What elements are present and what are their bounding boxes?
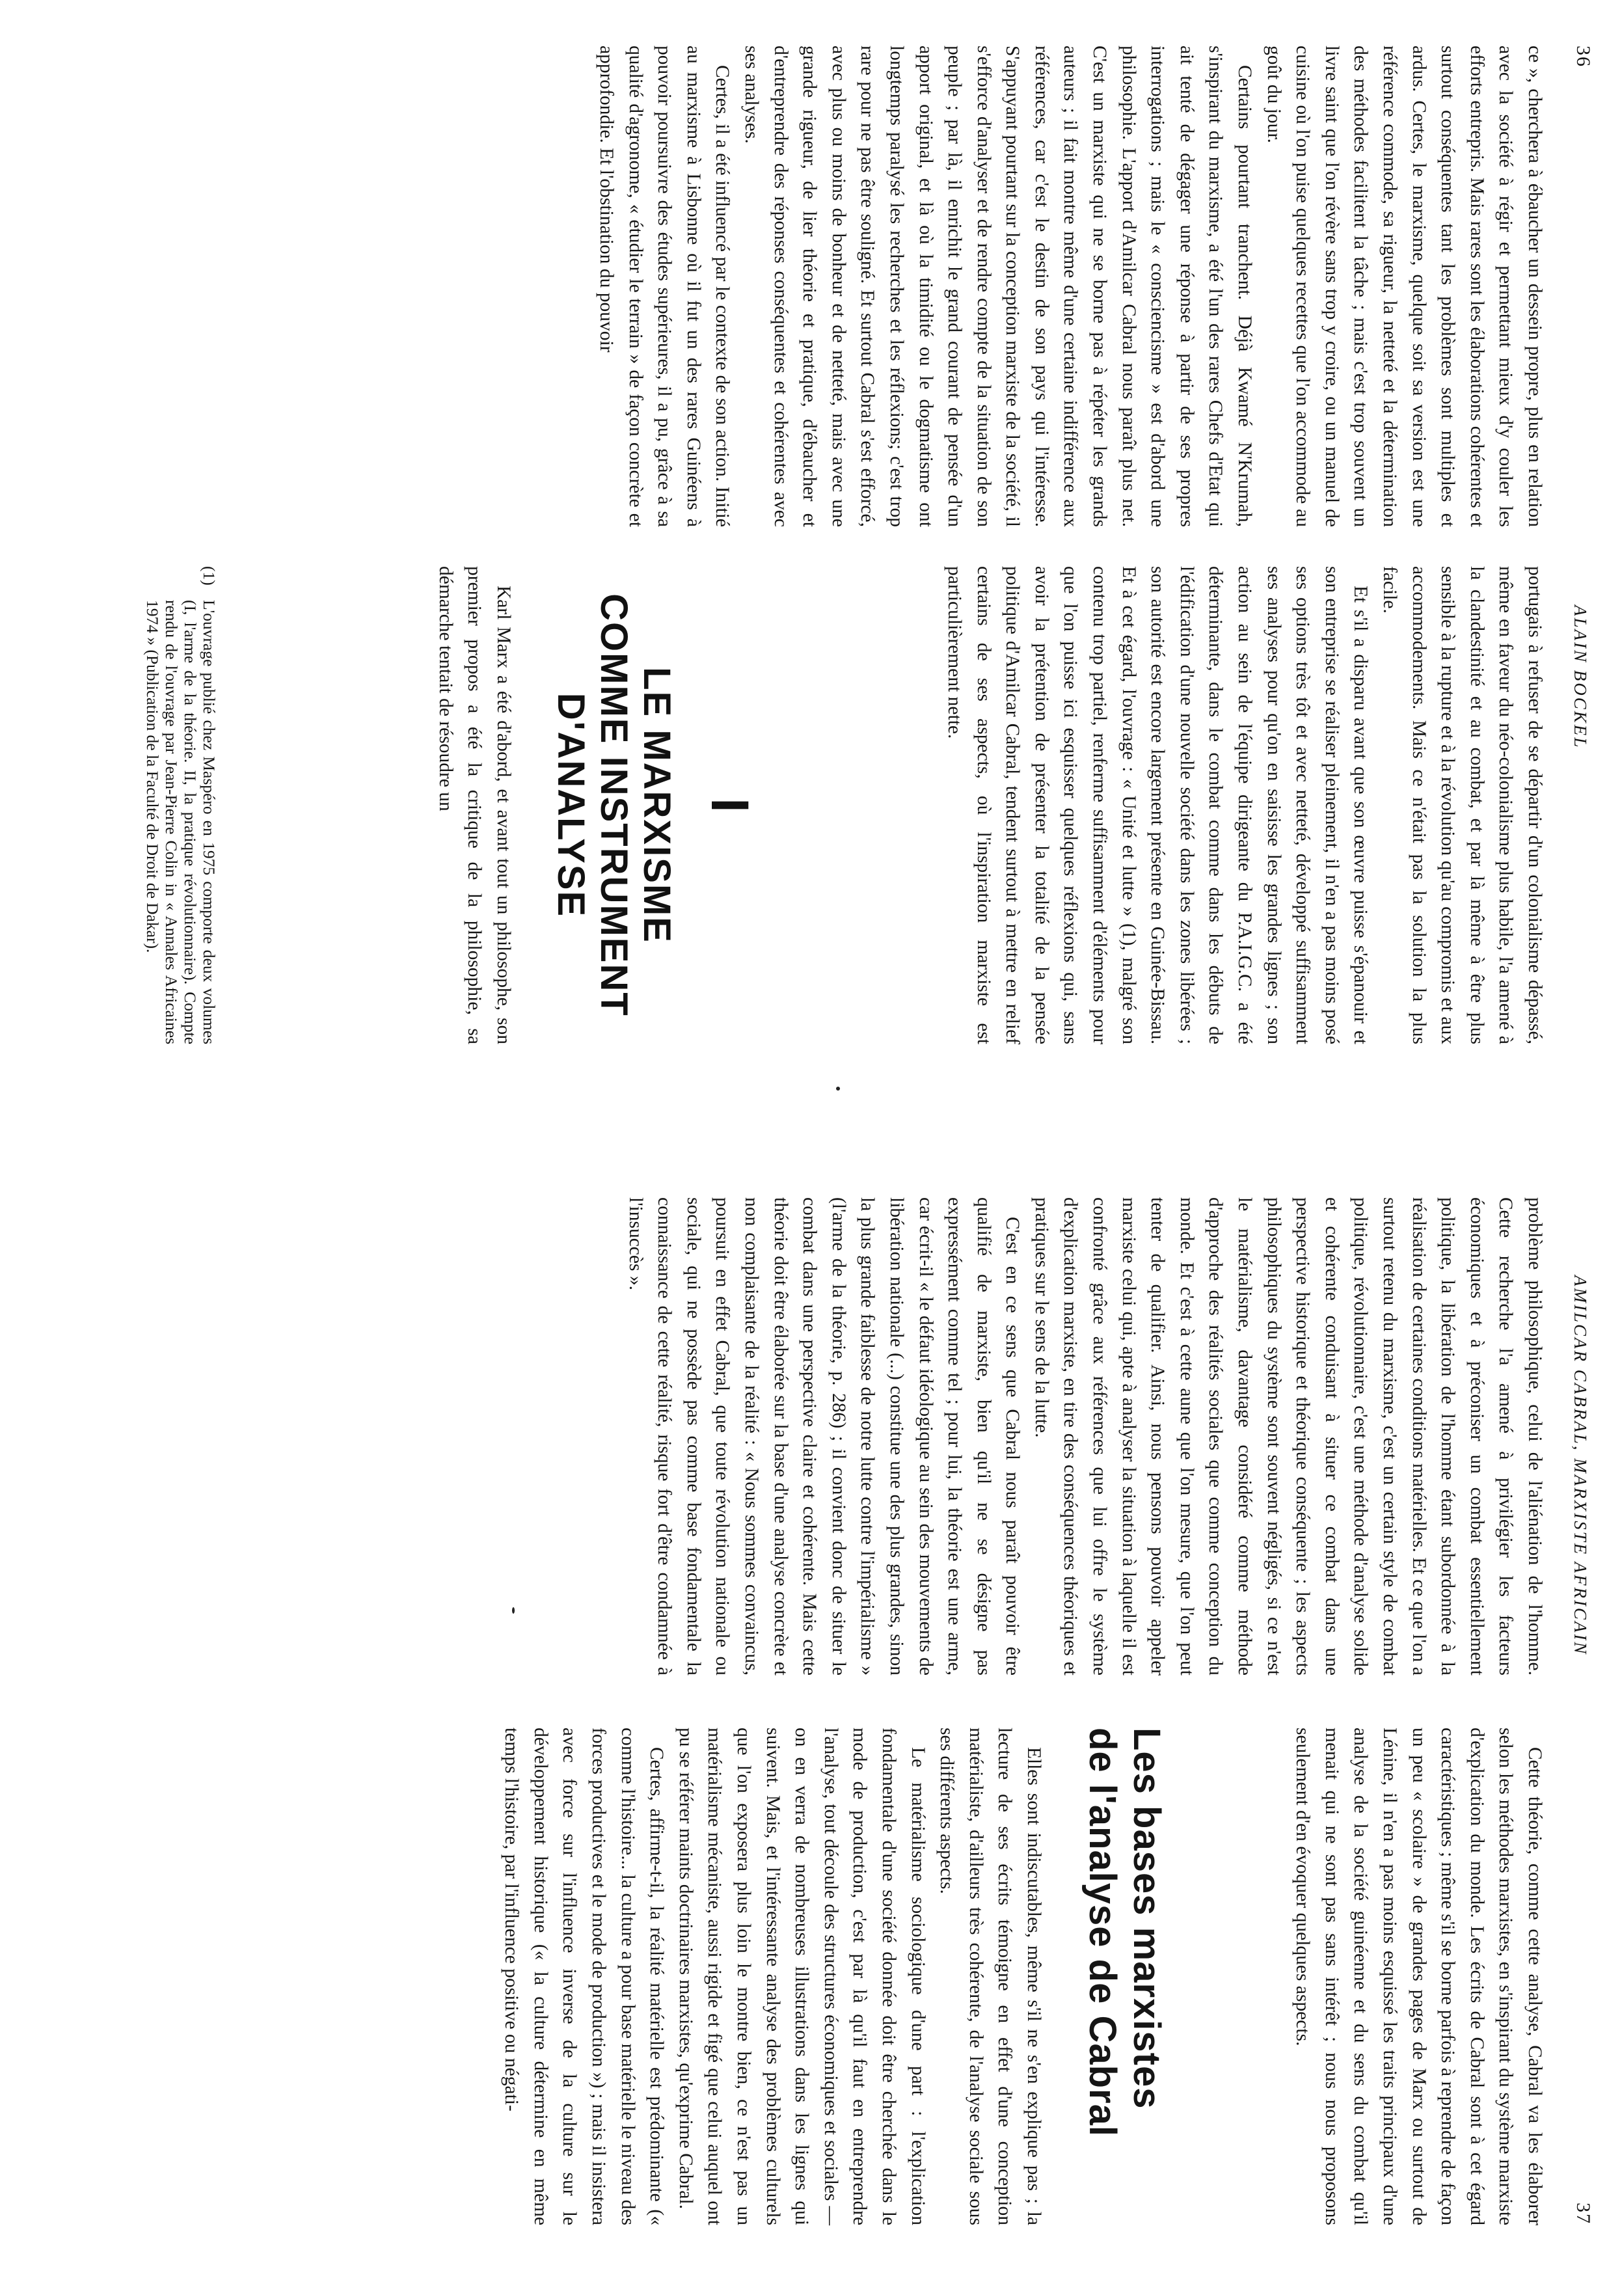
paragraph: Cette théorie, comme cette analyse, Cabral va les élaborer selon les méthodes marxistes, en s'inspirant du système marxiste d'explication du monde. Les écrits de Cabral sont à cet égard caractéristiques ; même s'il se borne parfois à reprendre de façon un peu « scolaire » de grandes pages de Marx ou surtout de Lénine, il n'en a pas moins esquissé les traits principaux d'une analyse de la société guinéenne et du sens du combat qu'il menait qui ne sont pas sans intérêt ; nous nous proposons seulement d'en évoquer quelques aspects. xyxy=(1292,1728,1545,2225)
section-title-line: Les bases marxistes xyxy=(1126,1728,1168,2110)
paragraph: Le matérialisme sociologique d'une part : l'explication fondamentale d'une société donnée doit être cherchée dans le mode de production, c'est par là qu'il faut en entreprendre l'analyse, tout découle des structures économiques et sociales — on en verra de nombreuses illustrations dans les lignes qui suivent. Mais, et l'intéressante analyse des problèmes culturels que l'on exposera plus loin le montre bien, ce n'est pas un matérialisme mécaniste, aussi rigide et figé que celui auquel ont pu se référer maints doctrinaires marxistes, qu'exprime Cabral. xyxy=(675,1728,928,2225)
running-head-left: ALAIN BOCKEL xyxy=(1571,605,1590,750)
paragraph: Et s'il a disparu avant que son œuvre puisse s'épanouir et son entreprise se réaliser pleinement, il n'en a pas moins posé ses options très tôt et avec netteté, développé suffisamment ses analyses pour qu'on en saisisse les grandes lignes ; son action au sein de l'équipe dirigeante du P.A.I.G.C. a été déterminante, dans le combat comme dans les débuts de l'édification d'une nouvelle société dans les zones libérées ; son autorité est encore largement présente en Guinée-Bissau. Et à cet égard, l'ouvrage : « Unité et lutte » (1), malgré son contenu trop partiel, renferme suffisamment d'éléments pour que l'on puisse ici esquisser quelques réflexions qui, sans avoir la prétention de présenter la totalité de la pensée politique d'Amilcar Cabral, tendent surtout à mettre en relief certains de ses aspects, où l'inspiration marxiste est particulièrement nette. xyxy=(944,566,1372,1044)
section-title xyxy=(1080,1728,1169,2225)
footnote xyxy=(143,566,219,1044)
footnote-number: (1) xyxy=(200,566,219,586)
chapter-title xyxy=(549,566,678,1044)
paragraph: portugais à refuser de se départir d'un colonialisme dépassé, même en faveur du néo-colonialisme plus habile, l'a amené à la clandestinité et au combat, et par là même à être plus sensible à la rupture et à la révolution qu'au compromis et aux accommodements. Mais ce n'était pas la solution la plus facile. xyxy=(1379,566,1545,1044)
page-number-left: 36 xyxy=(1573,46,1594,68)
paragraph: Certains pourtant tranchent. Déjà Kwamé N'Krumah, s'inspirant du marxisme, a été l'un des rares Chefs d'Etat qui ait tenté de dégager une réponse à partir de ses propres interrogations ; mais le « consciencisme » est d'abord une philosophie. L'apport d'Amilcar Cabral nous paraît plus net. C'est un marxiste qui ne se borne pas à répéter les grands auteurs ; il fait montre même d'une certaine indifférence aux références, car c'est le destin de son pays qui l'intéresse. S'appuyant pourtant sur la conception marxiste de la société, il s'efforce d'analyser et de rendre compte de la situation de son peuple ; par là, il enrichit le grand courant de pensée d'un apport original, et là où la timidité ou le dogmatisme ont longtemps paralysé les recherches et les réflexions; c'est trop rare pour ne pas être souligné. Et surtout Cabral s'est efforcé, avec plus ou moins de bonheur et de netteté, mais avec une grande rigueur, de lier théorie et pratique, d'ébaucher et d'entreprendre des réponses conséquentes et cohérentes avec ses analyses. xyxy=(740,46,1256,527)
chapter-title-line: D'ANALYSE xyxy=(550,692,592,918)
running-head-right: AMILCAR CABRAL, MARXISTE AFRICAIN xyxy=(1571,1275,1590,1656)
paragraph: Certes, affirme-t-il, la réalité matérielle est prédominante (« comme l'histoire... la culture a pour base matérielle le niveau des forces productives et le mode de production ») ; mais il insistera avec force sur l'influence inverse de la culture sur le développement historique (« la culture détermine en même temps l'histoire, par l'influence positive ou négati- xyxy=(501,1728,668,2225)
chapter-heading xyxy=(549,566,759,1044)
left-column-2 xyxy=(866,566,1549,1044)
left-column-1 xyxy=(66,46,1549,527)
chapter-intro xyxy=(431,566,518,1044)
print-speck xyxy=(512,1607,515,1614)
paragraph: ce », cherchera à ébaucher un dessein propre, plus en relation avec la société à régir et permettant mieux d'y couler les efforts entrepris. Mais rares sont les élaborations cohérentes et surtout conséquentes tant les problèmes sont multiples et ardus. Certes, le marxisme, quelque soit sa version est une référence commode, sa rigueur, la netteté et la détermination des méthodes facilitent la tâche ; mais c'est trop souvent un livre saint que l'on révère sans trop y croire, ou un manuel de cuisine où l'on puise quelques recettes que l'on accommode au goût du jour. xyxy=(1263,46,1545,527)
page-number-right: 37 xyxy=(1573,2203,1594,2225)
right-column-2-continued xyxy=(66,1728,1048,2225)
chapter-title-line: COMME INSTRUMENT xyxy=(593,593,635,1017)
print-speck xyxy=(836,1087,840,1091)
paragraph: Karl Marx a été d'abord, et avant tout un philosophe, son premier propos a été la critique de la philosophie, sa démarche tentait de résoudre un xyxy=(435,566,514,1044)
paragraph: Elles sont indiscutables, même s'il ne s'en explique pas ; la lecture de ses écrits témoigne en effet d'une conception matérialiste, d'ailleurs très cohérente, de l'analyse sociale sous ses différents aspects. xyxy=(936,1728,1044,2225)
chapter-title-line: LE MARXISME xyxy=(636,667,678,943)
paragraph: C'est en ce sens que Cabral nous paraît pouvoir être qualifié de marxiste, bien qu'il ne se désigne pas expressément comme tel ; pour lui, la théorie est une arme, car écrit-il « le défaut idéologique au sein des mouvements de libération nationale (...) constitue une des plus grandes, sinon la plus grande faiblesse de notre lutte contre l'impérialisme » (l'arme de la théorie, p. 286) ; il convient donc de situer le combat dans une perspective claire et cohérente. Mais cette théorie doit être élaborée sur la base d'une analyse concrète et non complaisante de la réalité : « Nous sommes convaincus, poursuit en effet Cabral, que toute révolution nationale ou sociale, qui ne possède pas comme base fondamentale la connaissance de cette réalité, risque fort d'être condamnée à l'insuccès ». xyxy=(625,1197,1023,1676)
paragraph: Certes, il a été influencé par le contexte de son action. Initié au marxisme à Lisbonne où il fut un des rares Guinéens à pouvoir poursuivre des études supérieures, il a pu, grâce à sa qualité d'agronome, « étudier le terrain » de façon concrète et approfondie. Et l'obstination du pouvoir xyxy=(596,46,733,527)
paragraph: problème philosophique, celui de l'aliénation de l'homme. Cette recherche l'a amené à privilégier les facteurs économiques et à préconiser un combat essentiellement politique, la libération de l'homme étant subordonnée à la réalisation de certaines conditions matérielles. Et ce que l'on a surtout retenu du marxisme, c'est un certain style de combat politique, révolutionnaire, c'est une méthode d'analyse solide et cohérente conduisant à situer ce combat dans une perspective historique et théorique conséquente ; les aspects philosophiques du système sont souvent négligés, si ce n'est le matérialisme, davantage considéré comme méthode d'approche des réalités sociales que comme conception du monde. Et c'est à cette aune que l'on mesure, que l'on peut tenter de qualifier. Ainsi, nous pensons pouvoir appeler marxiste celui qui, apte à analyser la situation à laquelle il est confronté grâce aux références que lui offre le système d'explication marxiste, en tire des conséquences théoriques et pratiques sur le sens de la lutte. xyxy=(1031,1197,1545,1676)
right-column-2 xyxy=(1288,1728,1549,2225)
right-column-1 xyxy=(66,1197,1549,1676)
footnote-text: L'ouvrage publié chez Maspéro en 1975 comporte deux volumes (I, l'arme de la théorie. II, la pratique révolutionnaire). Compte rendu de l'ouvrage par Jean-Pierre Colin in « Annales Africaines 1974 » (Publication de la Faculté de Droit de Dakar). xyxy=(143,600,219,1044)
chapter-number: I xyxy=(700,798,759,813)
section-title-line: de l'analyse de Cabral xyxy=(1081,1728,1124,2137)
